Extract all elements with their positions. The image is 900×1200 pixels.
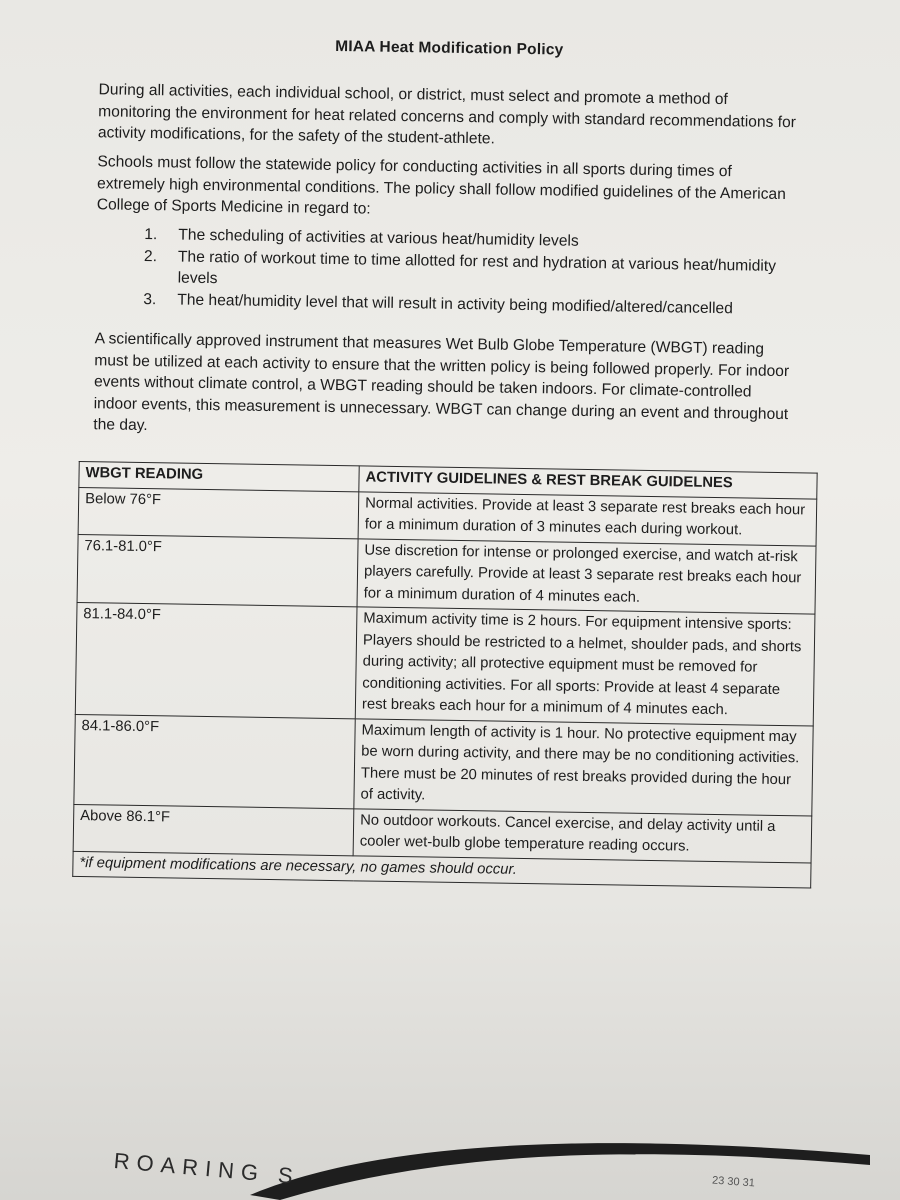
list-text: The heat/humidity level that will result in activity being modified/altered/cancelled: [177, 291, 733, 317]
background-stamp-text: 23 30 31: [711, 1174, 756, 1190]
list-number: 1.: [144, 225, 158, 244]
list-number: 3.: [143, 290, 157, 308]
guideline-list: [143, 224, 784, 320]
list-text: The scheduling of activities at various heat/humidity levels: [178, 226, 579, 250]
page-title: MIAA Heat Modification Policy: [335, 37, 564, 59]
guideline-cell: Use discretion for intense or prolonged exercise, and watch at-risk players carefully. Provide at least 3 separate rest breaks each hour for a minimum duration of 4 minutes each.: [357, 538, 816, 614]
background-brand-text: ROARING S: [112, 1148, 301, 1190]
policy-sheet: [3, 0, 880, 1083]
wbgt-paragraph: A scientifically approved instrument that measures Wet Bulb Globe Temperature (WBGT) reading must be utilized at each activity to ensure that the written policy is being followed properly. For indoor events without climate control, a WBGT reading should be taken indoors. For climate-controlled indoor events, this measurement is unnecessary. WBGT can change during an event and throughout the day.: [93, 330, 790, 435]
table-row: [77, 534, 816, 614]
brand-swoosh-icon: [250, 1125, 870, 1200]
footnote-cell: *if equipment modifications are necessary, no games should occur.: [73, 851, 811, 888]
header-activity-guidelines: ACTIVITY GUIDELINES & REST BREAK GUIDELNES: [359, 466, 817, 499]
guideline-cell: No outdoor workouts. Cancel exercise, and delay activity until a cooler wet-bulb globe temperature reading occurs.: [353, 808, 812, 862]
list-number: 2.: [143, 247, 158, 265]
reading-cell: 76.1-81.0°F: [77, 534, 358, 607]
table-row: [75, 602, 815, 725]
list-text: The ratio of workout time to time allotted for rest and hydration at various heat/humidity levels: [177, 248, 777, 288]
reading-cell: 84.1-86.0°F: [74, 714, 355, 808]
guideline-cell: Maximum activity time is 2 hours. For equipment intensive sports: Players should be restricted to a helmet, shoulder pads, and shorts during activity; all protective equipment must be removed for conditioning activities. For all sports: Provide at least 4 separate rest breaks each hour for a minimum of 4 minutes each.: [355, 607, 815, 726]
guideline-cell: Maximum length of activity is 1 hour. No protective equipment may be worn during activity, and there may be no conditioning activities. There must be 20 minutes of rest breaks provided during the hour of activity.: [354, 718, 813, 815]
policy-paragraph: Schools must follow the statewide policy for conducting activities in all sports during times of extremely high environmental conditions. The policy shall follow modified guidelines of the American College of Sports Medicine in regard to:: [96, 153, 786, 218]
reading-cell: Above 86.1°F: [73, 804, 354, 855]
wbgt-table: [72, 461, 817, 889]
header-wbgt-reading: WBGT READING: [79, 461, 359, 491]
reading-cell: Below 76°F: [78, 487, 359, 538]
table-row: [74, 714, 813, 816]
intro-paragraph: During all activities, each individual school, or district, must select and promote a method of monitoring the environment for heat related concerns and comply with standard recommendations for activity modifications, for the safety of the student-athlete.: [97, 81, 797, 148]
reading-cell: 81.1-84.0°F: [75, 602, 357, 718]
guideline-cell: Normal activities. Provide at least 3 separate rest breaks each hour for a minimum duration of 3 minutes each during workout.: [358, 491, 817, 545]
